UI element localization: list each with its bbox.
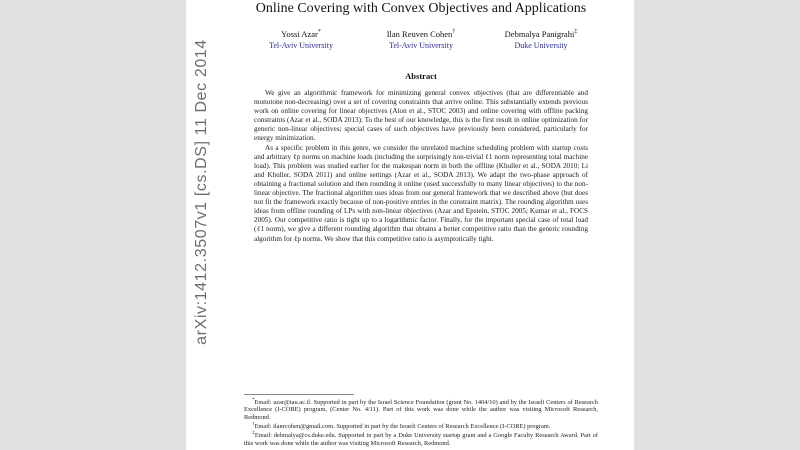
- author-affiliation: Duke University: [514, 41, 568, 50]
- footnote-mark: ‡: [252, 431, 255, 437]
- arxiv-stamp: arXiv:1412.3507v1 [cs.DS] 11 Dec 2014: [193, 39, 211, 345]
- abstract-paragraph: We give an algorithmic framework for minimizing general convex objectives (that are differentiable and monotone non-decreasing) over a set of covering constraints that arrive online. This substantially extends previous work on online covering for linear objectives (Alon et al., STOC 2003) and online covering with offline packing constraints (Azar et al., SODA 2013). To the best of our knowledge, this is the first result in online optimization for generic non-linear objectives; special cases of such objectives have previously been considered, particularly for energy minimization.: [254, 89, 588, 143]
- author-name-text: Ilan Reuven Cohen: [386, 29, 453, 39]
- author-name: [378, 29, 464, 39]
- footnote: [244, 397, 598, 421]
- paper-page: [186, 0, 634, 450]
- author-block: [498, 29, 584, 50]
- footnote: [244, 430, 598, 447]
- footnote-text: Email: azar@tau.ac.il. Supported in part by the Israel Science Foundation (grant No. 1404/10) and by the Israeli Centers of Research Excellence (I-CORE) program, (Center No. 4/11). Part of this work was done while the author was visiting Microsoft Research, Redmond.: [244, 398, 598, 421]
- paper-content: [244, 0, 598, 244]
- footnote: [244, 421, 598, 430]
- abstract-heading: Abstract: [405, 71, 437, 81]
- footnote-rule: [244, 394, 354, 395]
- author-footnote-mark: †: [452, 29, 456, 36]
- footnote-text: Email: debmalya@cs.duke.edu. Supported in part by a Duke University startup grant and a Google Faculty Research Award. Part of this work was done while the author was visiting Microsoft Research, Redmond.: [244, 432, 599, 447]
- abstract-body: [254, 89, 588, 244]
- author-name-text: Yossi Azar: [281, 29, 318, 39]
- footnote-mark: †: [252, 421, 255, 427]
- footnote-text: Email: ilanrcohen@gmail.com. Supported in part by the Israeli Centers of Research Excellence (I-CORE) program.: [254, 422, 551, 430]
- author-block: [378, 29, 464, 50]
- author-affiliation: Tel-Aviv University: [269, 41, 333, 50]
- author-name: [498, 29, 584, 39]
- author-footnote-mark: *: [317, 29, 321, 36]
- footnote-block: [244, 394, 598, 447]
- arxiv-stamp-container: [188, 0, 216, 384]
- author-list: [244, 29, 598, 50]
- author-footnote-mark: ‡: [574, 29, 578, 36]
- footnote-mark: *: [252, 397, 255, 403]
- author-name-text: Debmalya Panigrahi: [504, 29, 575, 39]
- author-block: [258, 29, 344, 50]
- author-affiliation: Tel-Aviv University: [389, 41, 453, 50]
- abstract-paragraph: As a specific problem in this genre, we consider the unrelated machine scheduling problem with startup costs and arbitrary ℓp norms on machine loads (including the surprisingly non-trivial ℓ1 norm representing total machine load). This problem was studied earlier for the makespan norm in both the offline (Khuller et al., SODA 2010; Li and Khuller, SODA 2011) and online settings (Azar et al., SODA 2013). We adapt the two-phase approach of obtaining a fractional solution and then rounding it online (used successfully to many linear objectives) to the non-linear objective. The fractional algorithm uses ideas from our general framework that we described above (but does not fit the framework exactly because of non-positive entries in the constraint matrix). The rounding algorithm uses ideas from offline rounding of LPs with non-linear objectives (Azar and Epstein, STOC 2005; Kumar et al., FOCS 2005). Our competitive ratio is tight up to a logarithmic factor. Finally, for the important special case of total load (ℓ1 norm), we give a different rounding algorithm that obtains a better competitive ratio than the generic rounding algorithm for ℓp norms. We show that this competitive ratio is asymptotically tight.: [254, 143, 588, 243]
- author-name: [258, 29, 344, 39]
- paper-title: Online Covering with Convex Objectives and Applications: [255, 1, 587, 16]
